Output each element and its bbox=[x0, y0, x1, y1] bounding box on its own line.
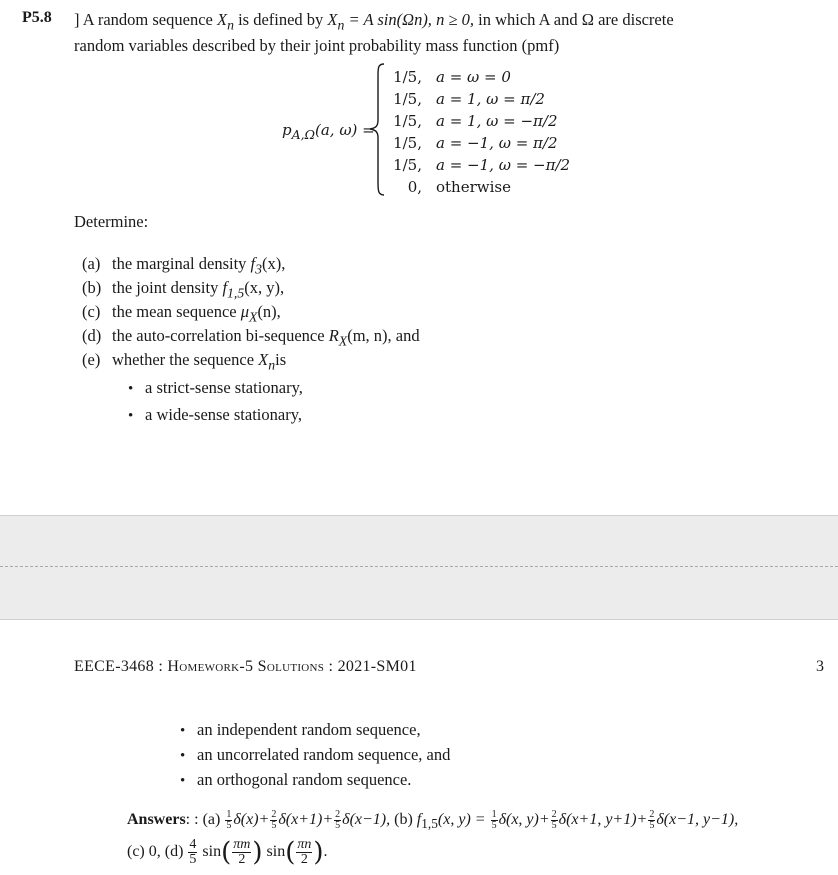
part-item bbox=[82, 324, 420, 348]
part-math-sub: 1,5 bbox=[227, 285, 245, 301]
part-text: the auto-correlation bi-sequence bbox=[112, 326, 325, 345]
pmf-probability: 0, bbox=[407, 178, 422, 196]
fraction: $\frac{2}{5}$ bbox=[271, 808, 277, 831]
pmf-condition: a = −1, ω = π/2 bbox=[436, 134, 558, 152]
bullet-item bbox=[180, 742, 450, 767]
pmf-condition: a = 1, ω = −π/2 bbox=[436, 112, 558, 130]
fraction: $\frac{\pi n}{2}$ bbox=[297, 837, 312, 868]
pmf-row bbox=[392, 66, 570, 88]
parts-list bbox=[82, 252, 420, 372]
pmf-condition: a = ω = 0 bbox=[436, 68, 511, 86]
pmf-probability: 1/5, bbox=[393, 112, 422, 130]
part-label: (d) bbox=[82, 326, 102, 345]
statement-line-1: ] A random sequence $X_n$ is defined by $X_n = A$ sin(Ωn), n ≥ 0, in which A and Ω are discrete bbox=[74, 10, 674, 33]
page-separator bbox=[0, 515, 838, 620]
part-math: R bbox=[328, 326, 339, 345]
pmf-probability: 1/5, bbox=[393, 68, 422, 86]
part-text: the marginal density bbox=[112, 254, 247, 273]
bullet-text: an uncorrelated random sequence, and bbox=[197, 745, 451, 764]
pmf-condition: a = −1, ω = −π/2 bbox=[436, 156, 571, 174]
part-item bbox=[82, 276, 420, 300]
part-math-sub: n bbox=[268, 357, 276, 373]
pmf-row bbox=[392, 88, 570, 110]
fraction: $\frac{1}{5}$ bbox=[491, 808, 497, 831]
bullet-text: a wide-sense stationary, bbox=[145, 405, 302, 424]
pmf-cases bbox=[392, 66, 570, 198]
part-text: the joint density bbox=[112, 278, 219, 297]
part-math: X bbox=[258, 350, 269, 369]
bullet-icon: • bbox=[180, 748, 186, 764]
problem-number: P5.8 bbox=[22, 9, 52, 26]
fraction: $\frac{2}{5}$ bbox=[551, 808, 557, 831]
running-header: EECE-3468 : Homework-5 Solutions : 2021-SM01 bbox=[74, 658, 417, 675]
part-math-args: (n), bbox=[257, 302, 281, 321]
fraction: $\frac{4}{5}$ bbox=[189, 837, 197, 868]
page-number: 3 bbox=[816, 658, 824, 675]
part-label: (b) bbox=[82, 278, 102, 297]
part-math: f bbox=[250, 254, 256, 273]
pmf-probability: 1/5, bbox=[393, 90, 422, 108]
bullet-text: an independent random sequence, bbox=[197, 720, 421, 739]
bullet-list-page2 bbox=[180, 717, 450, 792]
part-math-sub: X bbox=[338, 333, 348, 349]
part-label: (e) bbox=[82, 350, 101, 369]
bullet-item bbox=[180, 717, 450, 742]
bullet-text: a strict-sense stationary, bbox=[145, 378, 303, 397]
bullet-icon: • bbox=[180, 723, 186, 739]
part-item bbox=[82, 252, 420, 276]
pmf-probability: 1/5, bbox=[393, 134, 422, 152]
pmf-row bbox=[392, 132, 570, 154]
bullet-item bbox=[128, 401, 303, 428]
part-item bbox=[82, 300, 420, 324]
bullet-item bbox=[128, 374, 303, 401]
part-label: (c) bbox=[82, 302, 101, 321]
answers-line-1: Answers: : (a) $\frac{1}{5}$ δ(x)+ $\frac{2}{5}$ δ(x+1)+ $\frac{2}{5}$ δ(x−1), (b) $f_{1,5}(x$, y) = $\frac{1}{5}$ δ(x, y)+ $\frac{2}{5}$ δ(x+1, y+1)+ $\frac{2}{5}$ δ(x−1, y−1), bbox=[127, 808, 739, 832]
part-math-args: (m, n), and bbox=[347, 326, 420, 345]
determine-heading: Determine: bbox=[74, 212, 149, 231]
bullet-item bbox=[180, 767, 450, 792]
part-item bbox=[82, 348, 420, 372]
left-brace-icon bbox=[366, 62, 388, 197]
pmf-lhs: $p_{A,\Omega}(a$, ω) = bbox=[282, 121, 375, 142]
bullet-icon: • bbox=[128, 381, 134, 397]
part-math-args: is bbox=[275, 350, 287, 369]
fraction: $\frac{2}{5}$ bbox=[335, 808, 341, 831]
pmf-row bbox=[392, 110, 570, 132]
part-math-sub: X bbox=[249, 309, 258, 325]
pmf-row bbox=[392, 176, 570, 198]
part-text: the mean sequence bbox=[112, 302, 237, 321]
answers-block bbox=[127, 808, 738, 867]
part-text: whether the sequence bbox=[112, 350, 255, 369]
bullet-icon: • bbox=[128, 408, 134, 424]
part-math-sub: 3 bbox=[255, 261, 263, 277]
pmf-condition: a = 1, ω = π/2 bbox=[436, 90, 545, 108]
problem-statement bbox=[74, 9, 674, 56]
pmf-condition: otherwise bbox=[436, 178, 511, 196]
bullet-text: an orthogonal random sequence. bbox=[197, 770, 412, 789]
pmf-row bbox=[392, 154, 570, 176]
bullet-list-page1 bbox=[128, 374, 303, 428]
part-label: (a) bbox=[82, 254, 101, 273]
pmf-probability: 1/5, bbox=[393, 156, 422, 174]
answers-line-2: (c) 0, (d) $\frac{4}{5}$ sin( $\frac{\pi m}{2}$ ) sin( $\frac{\pi n}{2}$ ). bbox=[127, 837, 328, 868]
fraction: $\frac{2}{5}$ bbox=[649, 808, 655, 831]
part-math-args: (x, y), bbox=[244, 278, 285, 297]
statement-line-2: random variables described by their joint probability mass function (pmf) bbox=[74, 36, 560, 56]
page-break-line bbox=[0, 566, 838, 567]
bullet-icon: • bbox=[180, 773, 186, 789]
part-math: f bbox=[222, 278, 228, 297]
fraction: $\frac{1}{5}$ bbox=[226, 808, 232, 831]
part-math: μ bbox=[240, 302, 250, 321]
fraction: $\frac{\pi m}{2}$ bbox=[233, 837, 251, 868]
part-math-args: (x), bbox=[262, 254, 286, 273]
